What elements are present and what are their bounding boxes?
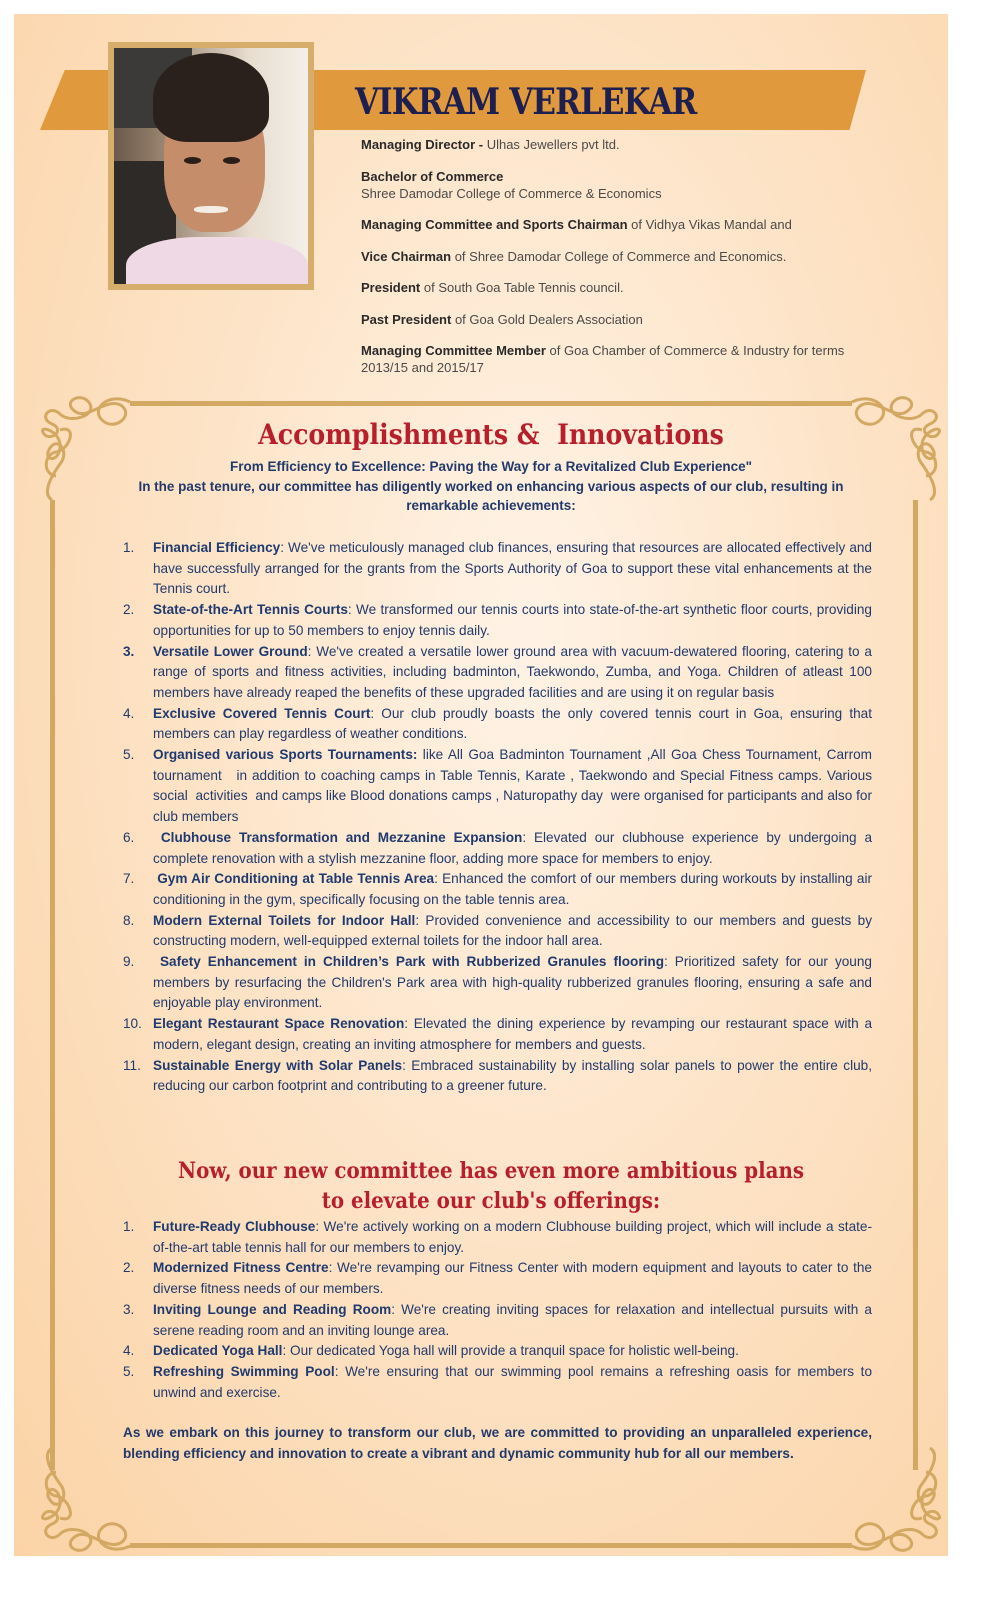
list-number: 4. [123, 705, 135, 721]
list-item-text: : We're creating inviting spaces for relaxation and intellectual pursuits with a serene reading room and an inviting lounge area. [153, 1301, 876, 1338]
list-number: 4. [123, 1343, 135, 1359]
list-item-title: Versatile Lower Ground [153, 643, 308, 659]
plans-heading-line2: to elevate our club's offerings: [321, 1188, 661, 1214]
list-item-text: : Our club proudly boasts the only covered tennis court in Goa, ensuring that members can play regardless of weather conditions. [153, 705, 876, 742]
frame-left [50, 500, 55, 1470]
list-item-text: : Prioritized safety for our young members by resurfacing the Children's Park area with high-quality rubberized granules flooring, ensuring a safe and enjoyable play environment. [153, 954, 876, 1011]
list-item [120, 1362, 876, 1403]
list-number: 11. [123, 1057, 141, 1073]
plans-list [120, 1217, 876, 1403]
list-item [120, 745, 876, 828]
list-item-text: : Elevated the dining experience by revamping our restaurant space with a modern, elegant design, creating an inviting atmosphere for members and guests. [153, 1016, 876, 1052]
list-item-title: Gym Air Conditioning at Table Tennis Area [153, 871, 435, 887]
list-item-title: Clubhouse Transformation and Mezzanine Expansion [153, 829, 523, 845]
list-number: 2. [123, 602, 135, 618]
list-item [120, 600, 876, 641]
credential-detail: of South Goa Table Tennis council. [420, 280, 624, 295]
list-item [120, 869, 876, 910]
credential-title: Bachelor of Commerce [361, 168, 504, 184]
list-item [120, 911, 876, 952]
credential-detail: Ulhas Jewellers pvt ltd. [486, 137, 620, 152]
list-item-title: Refreshing Swimming Pool [153, 1363, 335, 1379]
list-item [120, 642, 876, 704]
list-item-title: Financial Efficiency [153, 540, 281, 555]
list-item-title: Inviting Lounge and Reading Room [153, 1301, 392, 1317]
profile-photo-frame [108, 42, 314, 290]
credential-title: Managing Director - [361, 137, 487, 152]
profile-photo [114, 48, 308, 284]
list-item-title: Organised various Sports Tournaments: [153, 747, 418, 763]
list-item [120, 1258, 876, 1299]
credential-detail: of Vidhya Vikas Mandal and [627, 217, 792, 232]
list-item-text: : We're revamping our Fitness Center with modern equipment and layouts to cater to the diverse fitness needs of our members. [153, 1260, 876, 1297]
credential-title: President [361, 280, 421, 295]
list-item-text: : We're actively working on a modern Clubhouse building project, which will include a state-of-the-art table tennis hall for our members to enjoy. [153, 1219, 873, 1255]
list-item-text: : We've created a versatile lower ground area with vacuum-dewatered flooring, catering to a range of sports and fitness activities, including badminton, Taekwondo, Zumba, and Yoga. Children of atleast 100 members have already reaped the benefits of these upgraded facilities and are using it on regular basis [153, 643, 876, 700]
credential-detail: of Goa Chamber of Commerce & Industry for terms 2013/15 and 2015/17 [361, 343, 845, 375]
list-item-title: Elegant Restaurant Space Renovation [153, 1016, 405, 1032]
list-number: 7. [123, 871, 135, 887]
list-item [120, 828, 876, 869]
credential-title: Managing Committee Member [361, 343, 546, 358]
list-item-text: : We transformed our tennis courts into state-of-the-art synthetic floor courts, providing opportunities for up to 50 members to enjoy tennis daily. [153, 602, 876, 638]
list-item-text: : We've meticulously managed club finances, ensuring that resources are allocated effectively and have successfully arranged for the grants from the Sports Authority of Goa to support these vital enhancements at the Tennis court. [153, 540, 876, 597]
plans-heading-line1: Now, our new committee has even more ambitious plans [178, 1158, 804, 1184]
list-item-title: Dedicated Yoga Hall [153, 1343, 283, 1359]
list-item-title: Sustainable Energy with Solar Panels [153, 1057, 403, 1073]
frame-bottom [130, 1543, 852, 1548]
credential-item [361, 136, 881, 153]
person-name: VIKRAM VERLEKAR [355, 81, 697, 123]
list-item [120, 952, 876, 1014]
list-item [120, 1341, 872, 1362]
list-item-title: Modernized Fitness Centre [153, 1260, 329, 1276]
list-item [120, 1217, 872, 1258]
credentials-list [361, 136, 881, 391]
credential-item [361, 248, 881, 265]
tagline: From Efficiency to Excellence: Paving the Way for a Revitalized Club Experience" [229, 459, 753, 474]
credential-item [361, 168, 881, 202]
list-number: 3. [123, 643, 135, 659]
list-number: 3. [123, 1301, 135, 1317]
list-item [120, 1300, 876, 1341]
list-item-text: : Provided convenience and accessibility to our members and guests by constructing modern, well-equipped external toilets for the indoor hall area. [153, 912, 876, 949]
list-item-text: : We're ensuring that our swimming pool remains a refreshing oasis for members to unwind and exercise. [153, 1363, 876, 1400]
list-item-title: Safety Enhancement in Children’s Park with Rubberized Granules flooring [153, 954, 665, 970]
list-item [120, 1014, 876, 1055]
accomplishments-intro [110, 457, 872, 516]
credential-detail: of Goa Gold Dealers Association [451, 311, 643, 327]
list-item-title: Modern External Toilets for Indoor Hall [153, 912, 416, 928]
list-number: 5. [123, 747, 135, 763]
frame-top [130, 401, 852, 406]
closing-statement: As we embark on this journey to transform our club, we are committed to providing an unparalleled experience, blending efficiency and innovation to create a vibrant and dynamic community hub for all our members. [123, 1425, 872, 1461]
credential-detail: of Shree Damodar College of Commerce and Economics. [451, 248, 787, 264]
credential-title: Vice Chairman [361, 248, 452, 264]
credential-item [361, 216, 881, 233]
list-number: 1. [123, 540, 135, 555]
list-item-title: Future-Ready Clubhouse [153, 1219, 316, 1234]
list-item [120, 704, 876, 745]
list-item-text: : Embraced sustainability by installing solar panels to power the entire club, reducing our carbon footprint and contributing to a greener future. [153, 1057, 876, 1094]
credential-detail: Shree Damodar College of Commerce & Economics [361, 185, 662, 201]
list-item-text: : Enhanced the comfort of our members during workouts by installing air conditioning in the gym, specifically focusing on the table tennis area. [153, 871, 876, 907]
list-item-text: like All Goa Badminton Tournament ,All Goa Chess Tournament, Carrom tournament in addition to coaching camps in Table Tennis, Karate , Taekwondo and Special Fitness camps. Various social activities and camps like Blood donations camps , Naturopathy day were organised for participants and also for club members [153, 747, 876, 825]
credential-title: Past President [361, 311, 452, 327]
credential-item [361, 279, 881, 296]
list-number: 8. [123, 912, 135, 928]
intro-text: In the past tenure, our committee has diligently worked on enhancing various aspects of our club, resulting in remarkable achievements: [138, 478, 844, 513]
list-item-text: : Our dedicated Yoga hall will provide a tranquil space for holistic well-being. [282, 1343, 739, 1359]
credential-title: Managing Committee and Sports Chairman [361, 217, 628, 232]
list-item-title: Exclusive Covered Tennis Court [153, 705, 371, 721]
list-number: 9. [123, 954, 135, 970]
list-number: 2. [123, 1260, 135, 1276]
list-item-text: : Elevated our clubhouse experience by undergoing a complete renovation with a stylish mezzanine floor, adding more space for members to enjoy. [153, 829, 876, 866]
credential-item [361, 311, 881, 328]
list-number: 10. [123, 1016, 142, 1032]
list-item [120, 538, 876, 600]
frame-right [913, 500, 918, 1470]
accomplishments-heading: Accomplishments & Innovations [258, 418, 724, 451]
list-number: 5. [123, 1363, 135, 1379]
list-item [120, 1056, 876, 1097]
list-number: 6. [123, 829, 135, 845]
list-item-title: State-of-the-Art Tennis Courts [153, 602, 348, 618]
credential-item [361, 342, 881, 376]
list-number: 1. [123, 1219, 135, 1234]
accomplishments-list [120, 538, 876, 1097]
